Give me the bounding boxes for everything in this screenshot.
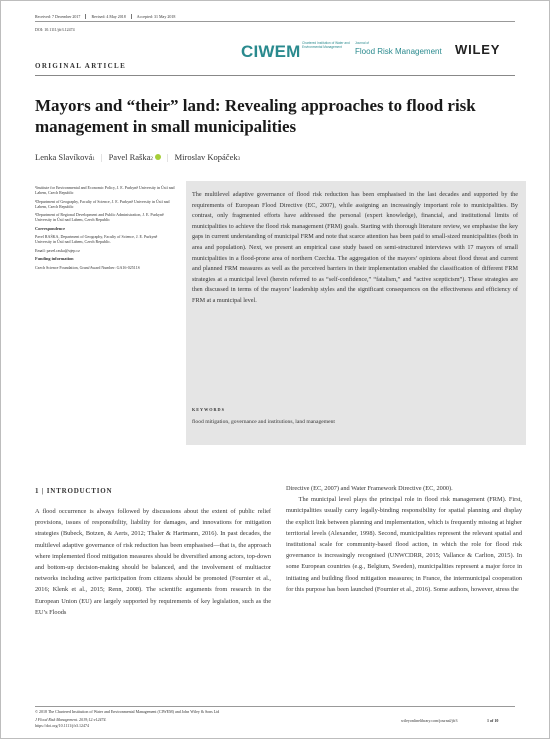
body-column-right: Directive (EC, 2007) and Water Framework Directive (EC, 2000). The municipal level plays the principal role in flood risk management (FRM). First, municipalities usually carry legally-binding responsibility for spatial planning and display the explicit link between planning and implementation, which is frequently missing at higher territorial levels (Alexander, 1998). Second, municipalities represent the relevant spatial and institutional scale for community-based flood action, in which the role for flood risk governance is increasingly recognised (UNWCDRR, 2015; Vallance & Carlton, 2015). In some European countries (e.g., Belgium, Sweden), municipalities represent a major force in initiating and building flood mitigation measures; in France, the intermunicipal cooperation for this purpose has been launched (Fournier et al., 2016). Some authors, however, stress the xyxy=(286,485,522,593)
correspondence-email[interactable]: Email: pavel.raska@ujep.cz xyxy=(35,247,80,253)
article-type: ORIGINAL ARTICLE xyxy=(35,62,127,70)
abstract-box xyxy=(186,181,526,445)
author-list xyxy=(35,152,240,162)
footer-rule xyxy=(35,706,515,707)
header-rule xyxy=(35,21,515,22)
section-heading-introduction: 1 | INTRODUCTION xyxy=(35,487,113,495)
author-name[interactable]: Miroslav Kopáček xyxy=(174,152,238,162)
journal-of-label: Journal of xyxy=(355,41,369,45)
received-date: Received: 7 December 2017 xyxy=(35,14,86,19)
funding-heading: Funding information xyxy=(35,256,74,262)
correspondence-text: Pavel RAŠKA, Department of Geography, Faculty of Science, J. E. Purkyně University in Ústí nad Labem, Czech Republic. xyxy=(35,234,158,245)
affiliation: ¹Institute for Environmental and Economic Policy, J. E. Purkyně University in Ústí nad Labem, Czech Republic xyxy=(35,185,175,196)
journal-citation: J Flood Risk Management. 2019;12:e12474. xyxy=(35,717,107,722)
orcid-icon[interactable] xyxy=(155,154,161,160)
wiley-logo: WILEY xyxy=(455,42,501,57)
page-number: 1 of 10 xyxy=(487,718,499,723)
author-affiliation-mark: 2 xyxy=(150,157,153,162)
ciwem-logo-subtitle: Chartered Institution of Water and Environmental Management xyxy=(302,41,350,49)
author-name[interactable]: Pavel Raška xyxy=(108,152,151,162)
article-title: Mayors and “their” land: Revealing approaches to flood risk management in small municipalities xyxy=(35,96,476,136)
article-type-rule xyxy=(35,75,515,76)
journal-logo: Flood Risk Management xyxy=(355,47,442,56)
author-affiliation-mark: 3 xyxy=(237,157,241,162)
doi-link[interactable]: https://doi.org/10.1111/jfr3.12474 xyxy=(35,723,90,728)
author-separator: | xyxy=(100,152,103,162)
author-separator: | xyxy=(166,152,169,162)
keywords-text: flood mitigation, governance and institutions, land management xyxy=(192,419,335,425)
author-name[interactable]: Lenka Slavíková xyxy=(35,152,93,162)
article-doi: DOI: 10.1111/jfr3.12474 xyxy=(35,27,75,32)
affiliation: ²Department of Geography, Faculty of Science, J. E. Purkyně University in Ústí nad Labem, Czech Republic xyxy=(35,198,170,209)
accepted-date: Accepted: 31 May 2018 xyxy=(136,14,176,19)
body-column-left: A flood occurrence is always followed by discussions about the extent of public relief provisions, issues of responsibility, liability for damages, and innovations for mitigation strategies (Bubeck, Botzen, & Aerts, 2012; Thaler & Hartmann, 2016). In past decades, the multilevel adaptive governance of risk reduction has been emphasised—that is, the approach where implemented flood mitigation measures should be diversified among actors, top-down and bottom-up decision-making should be balanced, and the involvement of multiactor networks including active participation from citizens should be promoted (Fournier et al., 2016; Klenk et al., 2015; Renn, 2008). The scientific arguments from research in the European Union (EU) are largely supported by requirements of key legislation, such as the EU’s Floods xyxy=(35,508,271,616)
correspondence-heading: Correspondence xyxy=(35,225,65,231)
history-dates xyxy=(35,14,180,19)
keywords-heading: KEYWORDS xyxy=(192,407,225,412)
journal-site-link[interactable]: wileyonlinelibrary.com/journal/jfr3 xyxy=(401,718,458,723)
ciwem-logo: CIWEM xyxy=(241,42,301,61)
abstract-text: The multilevel adaptive governance of flood risk reduction has been emphasised in the last decades and supported by the requirements of European Flood Directive (EC, 2007), while assigning an increasingly important role to municipalities. By contrast, only fragmented efforts have addressed the personal (expert knowledge), financial, and institutional limits of municipalities to achieve the flood risk management (FRM) goals. Starting with thorough literature review, we emphasise the key gaps in current understanding of municipal FRM and note that scarce attention has been paid to small-sized municipalities (both in area and population). Next, we present an empirical case study based on semi-structured interviews with 17 mayors of small municipalities in a flood-prone area of northern Czechia. The aggregation of the mayors’ opinions about flood threat and current and planned FRM measures as well as the perceived barriers in their implementation enabled the classification of different FRM strategies at a municipal level (herein referred to as “self-confidence,” “fatalism,” and “active scepticism”). These strategies are then discussed in terms of the mayors’ leadership styles and the significant consequences on the effectiveness and efficiency of FRM at a municipal level. xyxy=(192,191,518,304)
author-affiliation-mark: 1 xyxy=(92,157,95,162)
affiliation: ³Department of Regional Development and Public Administration, J. E. Purkyně University in Ústí nad Labem, Czech Republic xyxy=(35,212,164,223)
funding-text: Czech Science Foundation, Grant/Award Number: GA16-02511S xyxy=(35,264,140,270)
revised-date: Revised: 4 May 2018 xyxy=(86,14,131,19)
copyright-notice: © 2018 The Chartered Institution of Water and Environmental Management (CIWEM) and John Wiley & Sons Ltd xyxy=(35,709,220,714)
article-sidebar xyxy=(35,185,175,273)
